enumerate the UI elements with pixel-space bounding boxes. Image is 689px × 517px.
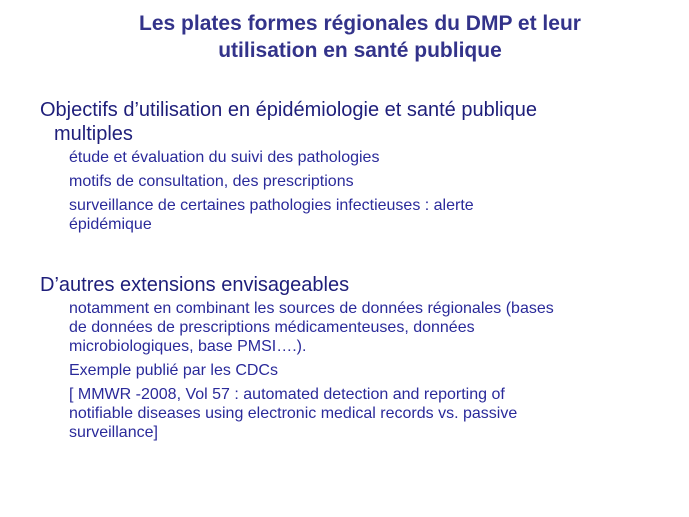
list-item xyxy=(69,361,660,380)
list-item-line: surveillance] xyxy=(69,424,158,441)
slide-title-line-1: Les plates formes régionales du DMP et leur xyxy=(139,12,581,35)
section-heading-line: multiples xyxy=(54,123,133,145)
list-item xyxy=(69,385,660,442)
list-item-line: [ MMWR -2008, Vol 57 : automated detection and reporting of xyxy=(69,386,505,403)
list-item-line: notamment en combinant les sources de données régionales (bases xyxy=(69,300,554,317)
list-item-line: surveillance de certaines pathologies infectieuses : alerte xyxy=(69,197,474,214)
list-item xyxy=(69,196,660,234)
section-heading-line: D’autres extensions envisageables xyxy=(40,274,350,296)
slide-title xyxy=(60,10,660,64)
section-extensions xyxy=(40,273,660,447)
section-heading xyxy=(40,98,660,146)
list-item-line: microbiologiques, base PMSI….). xyxy=(69,338,307,355)
slide-title-line-2: utilisation en santé publique xyxy=(218,39,502,62)
section-heading-line: Objectifs d’utilisation en épidémiologie et santé publique xyxy=(40,99,537,121)
section-heading xyxy=(40,273,660,297)
list-item-line: étude et évaluation du suivi des pathologies xyxy=(69,149,380,166)
list-item-line: Exemple publié par les CDCs xyxy=(69,362,278,379)
list-item-line: de données de prescriptions médicamenteuses, données xyxy=(69,319,475,336)
list-item xyxy=(69,148,660,167)
list-item-line: motifs de consultation, des prescriptions xyxy=(69,173,354,190)
bullet-list xyxy=(40,299,660,442)
list-item-line: épidémique xyxy=(69,216,152,233)
bullet-list xyxy=(40,148,660,234)
list-item-line: notifiable diseases using electronic medical records vs. passive xyxy=(69,405,518,422)
list-item xyxy=(69,299,660,356)
section-objectifs xyxy=(40,98,660,239)
list-item xyxy=(69,172,660,191)
